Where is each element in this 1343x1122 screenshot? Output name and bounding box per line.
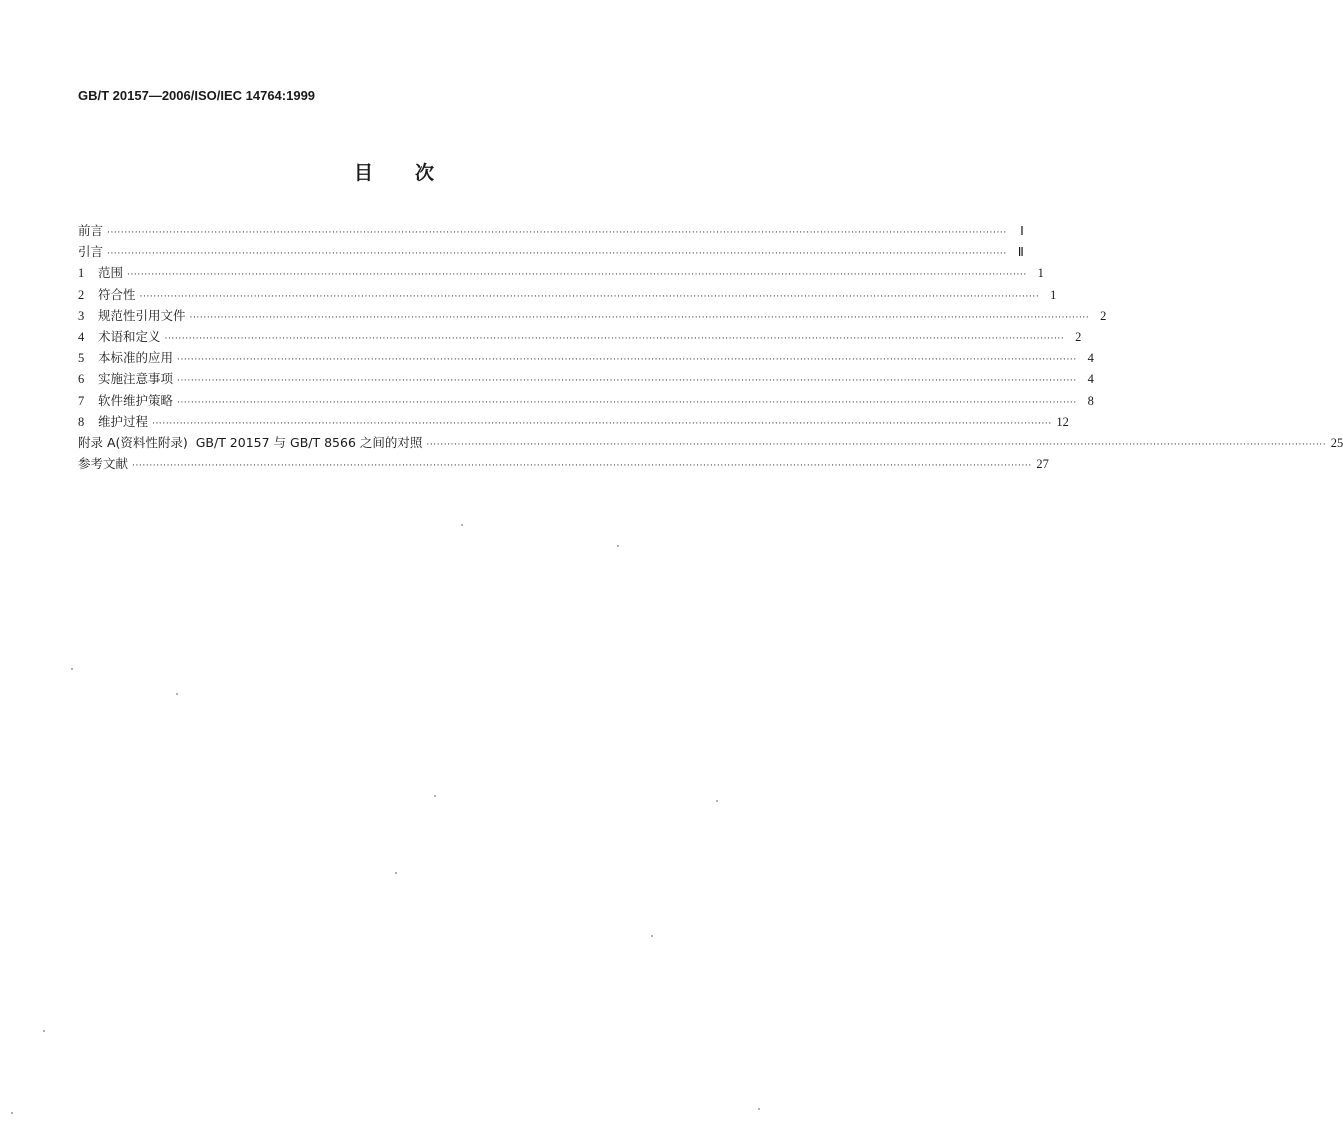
toc-entry-label: 6 实施注意事项 [78, 368, 173, 390]
toc-entry-page: 4 [1087, 351, 1094, 366]
toc-entry-label: 8 维护过程 [78, 411, 148, 433]
toc-entry-number: 1 [78, 266, 85, 281]
toc-entry-page: 2 [1100, 308, 1107, 323]
toc-entry-page: 25 [1330, 435, 1343, 450]
toc-entry-7[interactable] [78, 390, 1094, 411]
toc-leader-dots: ···································································································································································································································································· [127, 270, 1027, 281]
toc-entry-label: 附录 A(资料性附录) GB/T 20157 与 GB/T 8566 之间的对照 [78, 434, 423, 450]
toc-leader-dots: ···································································································································································································································································· [177, 397, 1077, 408]
toc-entry-foreword[interactable] [78, 220, 1024, 241]
toc-entry-page: 2 [1075, 329, 1082, 344]
toc-leader-dots: ···································································································································································································································································· [107, 249, 1007, 260]
toc-entry-label: 2 符合性 [78, 284, 136, 306]
toc-entry-label: 3 规范性引用文件 [78, 305, 186, 327]
toc-entry-number: 5 [78, 351, 85, 366]
toc-entry-label: 5 本标准的应用 [78, 347, 173, 369]
toc-entry-page: Ⅱ [1017, 245, 1024, 260]
scan-speck [716, 800, 718, 802]
toc-entry-number: 4 [78, 329, 85, 344]
toc-leader-dots: ···································································································································································································································································· [177, 355, 1077, 366]
toc-entry-introduction[interactable] [78, 241, 1024, 262]
toc-entry-page: 1 [1050, 287, 1057, 302]
scan-speck [43, 1030, 45, 1032]
toc-entry-5[interactable] [78, 347, 1094, 368]
toc-entry-6[interactable] [78, 368, 1094, 389]
scan-speck [11, 1112, 13, 1114]
toc-leader-dots: ···································································································································································································································································· [132, 461, 1032, 472]
scan-speck [395, 872, 397, 874]
toc-title-part1: 目 [353, 162, 373, 184]
toc-leader-dots: ···································································································································································································································································· [189, 312, 1090, 323]
toc-entry-label: 1 范围 [78, 262, 123, 284]
toc-leader-dots: ···································································································································································································································································· [107, 228, 1007, 238]
toc-entry-page: 12 [1056, 414, 1069, 429]
toc-entry-label: 7 软件维护策略 [78, 390, 173, 412]
toc-leader-dots: ···································································································································································································································································· [164, 333, 1065, 344]
toc-entry-label: 4 术语和定义 [78, 326, 161, 348]
toc-entry-1[interactable] [78, 262, 1044, 283]
scan-speck [176, 693, 178, 695]
scan-speck [651, 935, 653, 937]
toc-entry-3[interactable] [78, 305, 1107, 326]
table-of-contents [78, 220, 1343, 474]
standard-header: GB/T 20157—2006/ISO/IEC 14764:1999 [78, 88, 316, 103]
toc-entry-bibliography[interactable] [78, 453, 1049, 474]
toc-leader-dots: ···································································································································································································································································· [139, 291, 1040, 302]
toc-entry-4[interactable] [78, 326, 1082, 347]
toc-title [0, 158, 788, 185]
scan-speck [434, 795, 436, 797]
toc-leader-dots: ···································································································································································································································································· [426, 439, 1327, 450]
toc-entry-number: 7 [78, 393, 85, 408]
toc-entry-label: 参考文献 [78, 456, 129, 472]
toc-leader-dots: ···································································································································································································································································· [152, 418, 1052, 429]
toc-entry-label: 引言 [78, 244, 104, 260]
toc-entry-page: 4 [1087, 372, 1094, 387]
scan-speck [71, 668, 73, 670]
toc-entry-page: 1 [1037, 266, 1044, 281]
scan-speck [758, 1108, 760, 1110]
toc-entry-2[interactable] [78, 284, 1057, 305]
toc-entry-number: 2 [78, 287, 85, 302]
toc-entry-page: 8 [1087, 393, 1094, 408]
toc-entry-page: 27 [1036, 457, 1049, 472]
toc-leader-dots: ···································································································································································································································································· [177, 376, 1077, 387]
toc-entry-8[interactable] [78, 411, 1069, 432]
toc-title-part2: 次 [415, 162, 435, 184]
toc-entry-number: 8 [78, 414, 85, 429]
toc-entry-label: 前言 [78, 223, 104, 238]
toc-entry-page: Ⅰ [1020, 224, 1024, 238]
scan-speck [617, 545, 619, 547]
toc-entry-number: 3 [78, 308, 85, 323]
toc-entry-number: 6 [78, 372, 85, 387]
scan-speck [461, 524, 463, 526]
toc-entry-annex-a[interactable] [78, 432, 1343, 453]
